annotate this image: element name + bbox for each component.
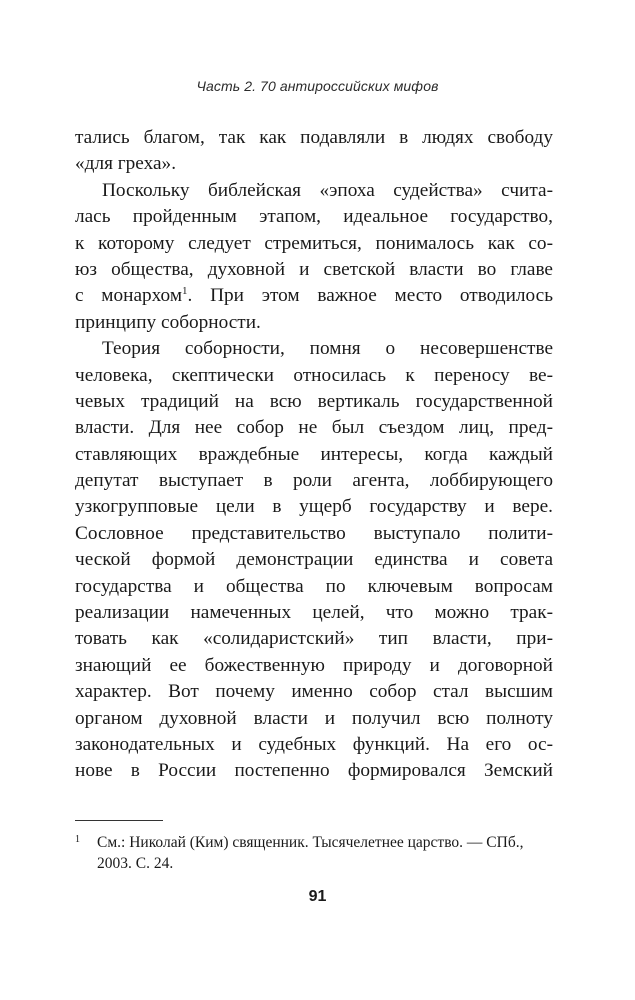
text-fragment: . При этом важное место отводилось: [187, 285, 553, 307]
text-line: Сословное представительство выступало полити-: [75, 522, 553, 544]
text-line: человека, скептически относилась к переносу ве-: [75, 364, 553, 386]
footnote-line: См.: Николай (Ким) священник. Тысячелетнее царство. — СПб.,: [97, 834, 524, 851]
text-line: ческой формой демонстрации единства и совета: [75, 549, 553, 571]
text-line: характер. Вот почему именно собор стал высшим: [75, 681, 553, 703]
text-line: знающий ее божественную природу и договорной: [75, 654, 553, 676]
running-header: Часть 2. 70 антироссийских мифов: [196, 78, 439, 94]
footnote-reference: 1: [182, 285, 188, 298]
footnote-marker: 1: [75, 834, 80, 845]
text-line: лась пройденным этапом, идеальное государство,: [75, 206, 553, 228]
page-number: 91: [308, 888, 327, 905]
footnote-divider: [75, 820, 163, 821]
text-line: юз общества, духовной и светской власти во главе: [75, 258, 553, 280]
text-line: товать как «солидаристский» тип власти, при-: [75, 628, 553, 650]
text-fragment: с монархом: [75, 285, 183, 307]
text-line: законодательных и судебных функций. На его ос-: [75, 733, 553, 755]
text-line: реализации намеченных целей, что можно трак-: [75, 602, 553, 624]
text-line: Теория соборности, помня о несовершенстве: [102, 338, 553, 360]
text-line-with-footnote: [75, 283, 553, 309]
text-line: депутат выступает в роли агента, лоббирующего: [75, 470, 553, 492]
footnote-line: 2003. С. 24.: [97, 855, 174, 872]
text-line: органом духовной власти и получил всю полноту: [75, 707, 553, 729]
text-line: тались благом, так как подавляли в людях свободу: [75, 127, 553, 148]
text-line: власти. Для нее собор не был съездом лиц, пред-: [75, 417, 553, 439]
text-line: принципу соборности.: [75, 311, 261, 333]
body-text: [75, 125, 553, 785]
text-line: чевых традиций на всю вертикаль государственной: [75, 390, 553, 412]
text-line: Поскольку библейская «эпоха судейства» счита-: [102, 179, 553, 201]
text-line: узкогрупповые цели в ущерб государству и вере.: [75, 496, 553, 518]
text-line: государства и общества по ключевым вопросам: [75, 575, 553, 597]
text-line: нове в России постепенно формировался Земский: [75, 760, 553, 782]
text-line: ставляющих враждебные интересы, когда каждый: [75, 443, 553, 465]
footnote: [75, 832, 553, 874]
text-line: «для греха».: [75, 153, 177, 175]
text-line: к которому следует стремиться, понималось как со-: [75, 232, 553, 254]
